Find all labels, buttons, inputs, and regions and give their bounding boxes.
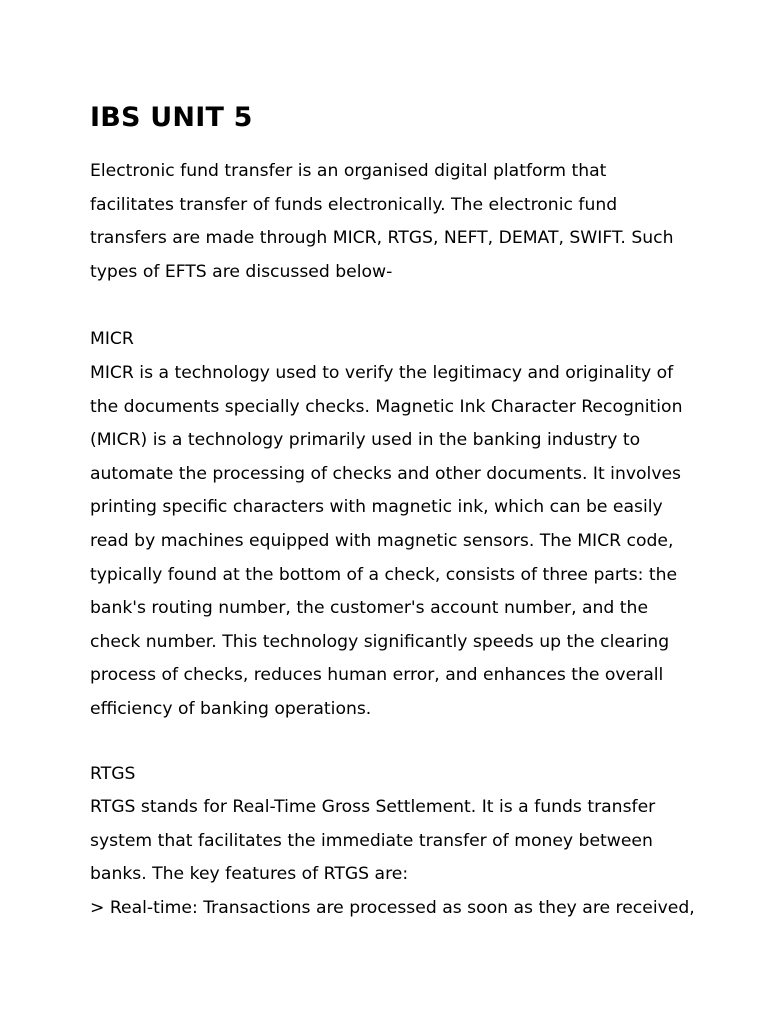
section-body-micr: MICR is a technology used to verify the legitimacy and originality of the documents specially checks. Magnetic Ink Character Recognition (MICR) is a technology primarily used in the banking industry to automate the processing of checks and other documents. It involves printing specific characters with magnetic ink, which can be easily read by machines equipped with magnetic sensors. The MICR code, typically found at the bottom of a check, consists of three parts: the bank's routing number, the customer's account number, and the check number. This technology significantly speeds up the clearing process of checks, reduces human error, and enhances the overall efficiency of banking operations. bbox=[90, 363, 683, 719]
section-heading-micr: MICR bbox=[90, 329, 134, 349]
section-body-rtgs: RTGS stands for Real-Time Gross Settlement. It is a funds transfer system that facilitates the immediate transfer of money between banks. The key features of RTGS are: > Real-time: Transactions are processed as soon as they are received, bbox=[90, 797, 695, 918]
intro-paragraph: Electronic fund transfer is an organised digital platform that facilitates transfer of funds electronically. The electronic fund transfers are made through MICR, RTGS, NEFT, DEMAT, SWIFT. Such types of EFTS are discussed below- bbox=[90, 161, 674, 282]
document-title: IBS UNIT 5 bbox=[90, 102, 253, 133]
section-heading-rtgs: RTGS bbox=[90, 764, 136, 784]
